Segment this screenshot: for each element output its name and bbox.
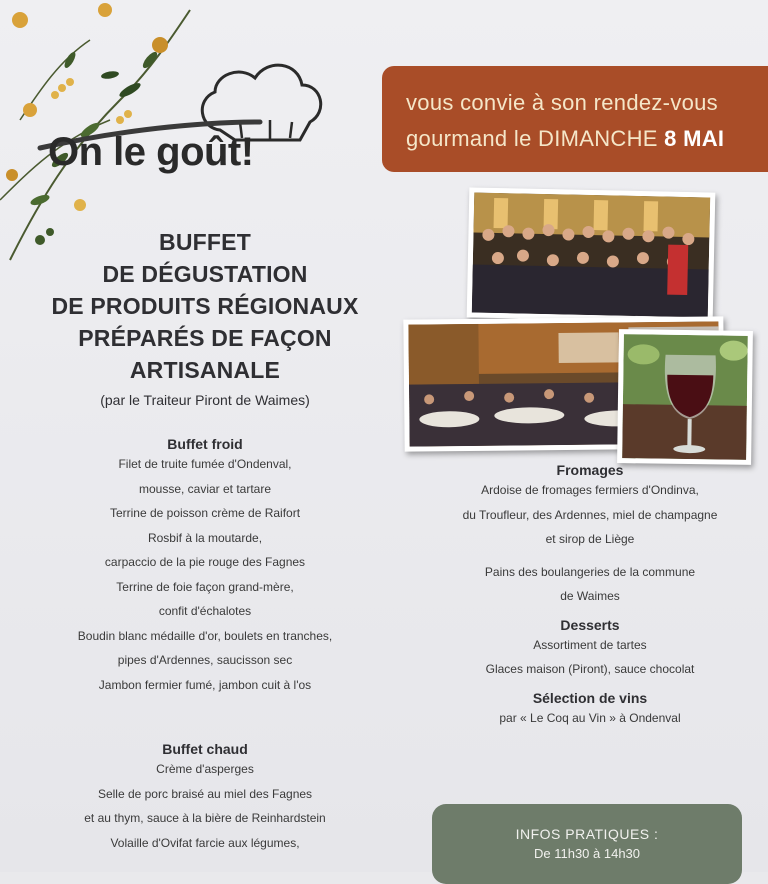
menu-item: Boudin blanc médaille d'or, boulets en tranches, bbox=[77, 628, 333, 643]
group-photo bbox=[467, 187, 716, 322]
infos-pratiques-box bbox=[432, 804, 742, 884]
menu-item: Terrine de foie façon grand-mère, bbox=[116, 579, 294, 594]
menu-item: et sirop de Liège bbox=[545, 532, 635, 546]
menu-item: mousse, caviar et tartare bbox=[138, 481, 272, 496]
menu-item: Selle de porc braisé au miel des Fagnes bbox=[97, 786, 313, 801]
menu-item: Jambon fermier fumé, jambon cuit à l'os bbox=[98, 677, 312, 692]
menu-item: Ardoise de fromages fermiers d'Ondinva, bbox=[481, 483, 699, 497]
menu-item: Crème d'asperges bbox=[156, 762, 254, 776]
menu-item: carpaccio de la pie rouge des Fagnes bbox=[104, 555, 306, 569]
section-title-buffet-froid: Buffet froid bbox=[167, 436, 243, 452]
banner-line-2 bbox=[406, 126, 724, 152]
invitation-banner bbox=[382, 66, 768, 172]
banner-line-1: vous convie à son rendez-vous bbox=[406, 90, 718, 115]
menu-item: Rosbif à la moutarde, bbox=[147, 530, 263, 545]
headline-line: PRÉPARÉS DE FAÇON bbox=[78, 325, 332, 351]
infos-title: INFOS PRATIQUES : bbox=[515, 826, 659, 842]
wine-glass-photo bbox=[617, 329, 753, 465]
caterer-credit: (par le Traiteur Piront de Waimes) bbox=[100, 392, 310, 408]
menu-item: pipes d'Ardennes, saucisson sec bbox=[117, 653, 293, 667]
section-title-fromages: Fromages bbox=[556, 462, 624, 478]
menu-right-column bbox=[420, 462, 760, 730]
menu-item: et au thym, sauce à la bière de Reinhardstein bbox=[84, 811, 326, 825]
menu-item: Terrine de poisson crème de Raifort bbox=[109, 506, 301, 520]
headline bbox=[20, 226, 390, 408]
menu-item: confit d'échalotes bbox=[158, 604, 252, 618]
headline-line: ARTISANALE bbox=[129, 357, 281, 383]
menu-item: Glaces maison (Piront), sauce chocolat bbox=[485, 662, 695, 676]
headline-line: DE PRODUITS RÉGIONAUX bbox=[51, 293, 359, 319]
infos-hours: De 11h30 à 14h30 bbox=[533, 846, 641, 861]
section-title-buffet-chaud: Buffet chaud bbox=[162, 741, 248, 757]
headline-line: DE DÉGUSTATION bbox=[102, 261, 308, 287]
menu-item: de Waimes bbox=[560, 589, 620, 603]
section-title-desserts: Desserts bbox=[560, 616, 620, 633]
banner-date-label: gourmand le DIMANCHE bbox=[406, 126, 658, 151]
chef-hat-logo bbox=[30, 40, 350, 200]
headline-line: BUFFET bbox=[159, 229, 251, 255]
banner-date: 8 MAI bbox=[664, 126, 725, 151]
menu-item: du Troufleur, des Ardennes, miel de champagne bbox=[462, 507, 718, 522]
logo-title: On le goût! bbox=[48, 130, 254, 174]
menu-left-column bbox=[20, 436, 390, 855]
menu-item: Filet de truite fumée d'Ondenval, bbox=[118, 457, 292, 471]
menu-item: Volaille d'Ovifat farcie aux légumes, bbox=[110, 835, 300, 850]
menu-item: par « Le Coq au Vin » à Ondenval bbox=[499, 710, 681, 725]
menu-item: Pains des boulangeries de la commune bbox=[484, 564, 696, 579]
section-title-vins: Sélection de vins bbox=[532, 689, 648, 706]
menu-item: Assortiment de tartes bbox=[533, 637, 647, 652]
